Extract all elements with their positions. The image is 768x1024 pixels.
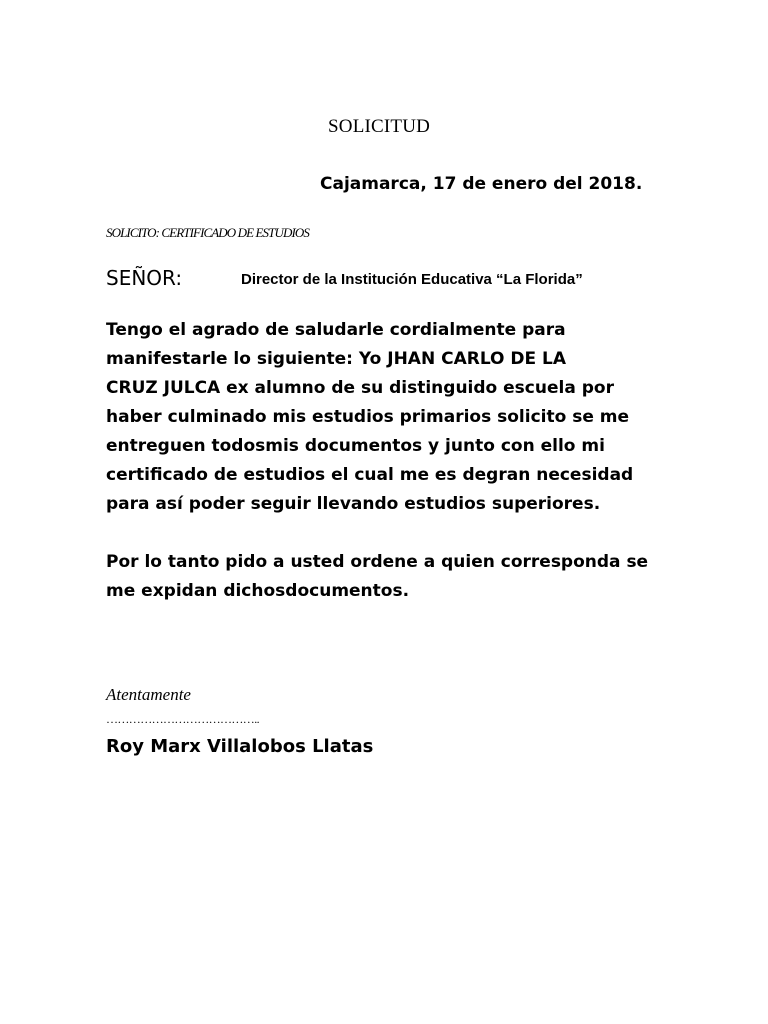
paragraph-line: Por lo tanto pido a usted ordene a quien corresponda se	[106, 552, 649, 572]
body-paragraph-1	[106, 316, 633, 519]
paragraph-line: manifestarle lo siguiente: Yo JHAN CARLO DE LA	[106, 349, 567, 369]
signer-name: Roy Marx Villalobos Llatas	[106, 736, 374, 757]
signature-line: …………………………………..	[106, 712, 260, 726]
addressee-block	[106, 266, 583, 290]
paragraph-line: me expidan dichosdocumentos.	[106, 581, 410, 601]
date-line: Cajamarca, 17 de enero del 2018.	[320, 174, 643, 194]
paragraph-line: entreguen todosmis documentos y junto con ello mi	[106, 436, 605, 456]
body-paragraph-2	[106, 548, 648, 606]
paragraph-line: Tengo el agrado de saludarle cordialmente para	[106, 320, 566, 340]
addressee-name: Director de la Institución Educativa “La Florida”	[241, 271, 583, 288]
paragraph-line: CRUZ JULCA ex alumno de su distinguido escuela por	[106, 378, 614, 398]
document-title: SOLICITUD	[328, 116, 431, 137]
subject-line: SOLICITO: CERTIFICADO DE ESTUDIOS	[106, 225, 309, 240]
closing-text: Atentamente	[106, 685, 191, 704]
paragraph-line: certificado de estudios el cual me es degran necesidad	[106, 465, 634, 485]
addressee-label: SEÑOR:	[106, 266, 183, 290]
paragraph-line: haber culminado mis estudios primarios solicito se me	[106, 407, 630, 427]
paragraph-line: para así poder seguir llevando estudios superiores.	[106, 494, 601, 514]
